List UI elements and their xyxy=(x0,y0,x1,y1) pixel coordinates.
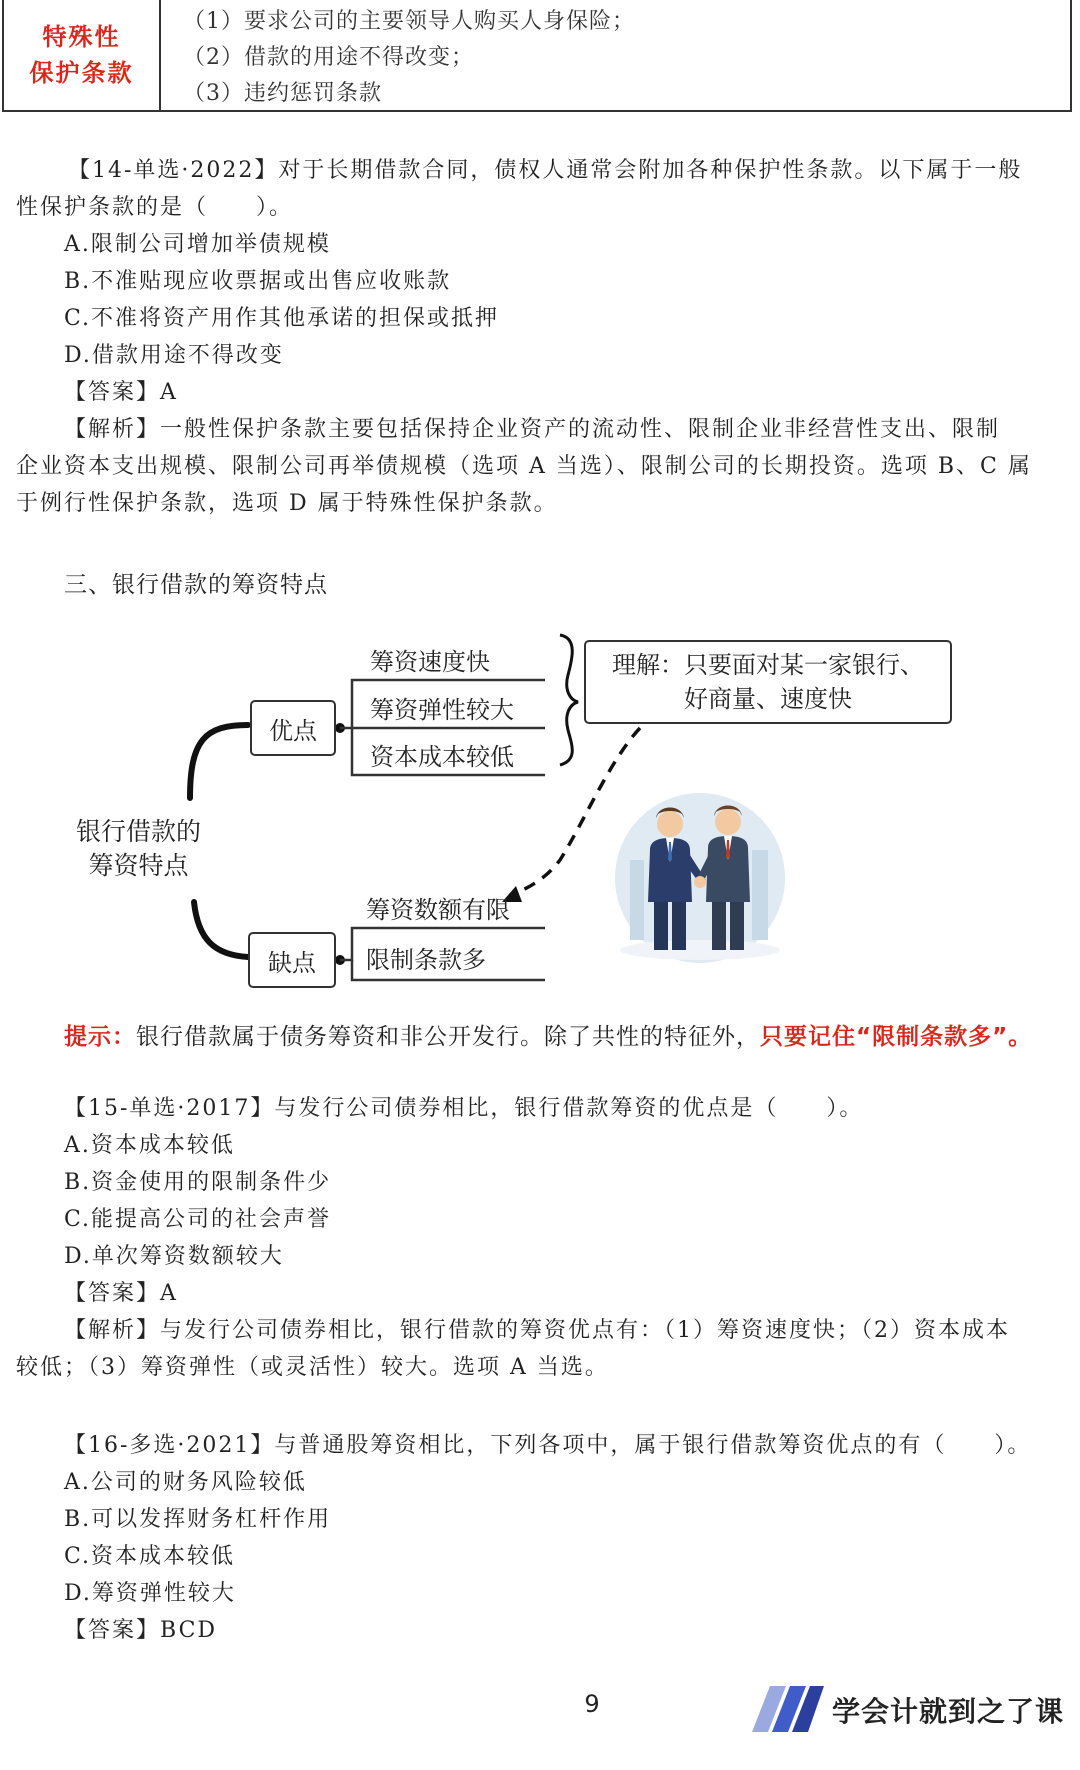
financing-features-diagram xyxy=(0,620,1080,1000)
handshake-illustration xyxy=(610,790,790,965)
q14-analysis-line1: 【解析】一般性保护条款主要包括保持企业资产的流动性、限制企业非经营性支出、限制 xyxy=(64,417,1001,442)
table-item: （2）借款的用途不得改变； xyxy=(183,45,474,70)
disadvantage-item: 限制条款多 xyxy=(366,946,486,974)
advantage-item: 资本成本较低 xyxy=(370,743,514,771)
q15-option-a: A.资本成本较低 xyxy=(64,1133,235,1158)
hint-emphasis: 只要记住“限制条款多”。 xyxy=(760,1024,1033,1050)
q15-option-b: B.资金使用的限制条件少 xyxy=(64,1170,332,1195)
q14-stem-line2: 性保护条款的是（ ）。 xyxy=(16,195,294,220)
q15-analysis-line1: 【解析】与发行公司债券相比，银行借款的筹资优点有：（1）筹资速度快；（2）资本成本 xyxy=(64,1318,1010,1343)
q15-stem: 【15-单选·2017】与发行公司债券相比，银行借款筹资的优点是（ ）。 xyxy=(64,1096,864,1121)
disadvantages-box: 缺点 xyxy=(248,932,336,988)
disadvantage-item: 筹资数额有限 xyxy=(366,896,510,924)
advantage-item: 筹资速度快 xyxy=(370,648,490,676)
hint-body: 银行借款属于债务筹资和非公开发行。除了共性的特征外， xyxy=(136,1024,760,1050)
q15-option-c: C.能提高公司的社会声誉 xyxy=(64,1207,332,1232)
brand-name: 学会计就到之了课 xyxy=(832,1695,1065,1728)
q14-analysis-line3: 于例行性保护条款，选项 D 属于特殊性保护条款。 xyxy=(16,491,558,516)
table-item: （1）要求公司的主要领导人购买人身保险； xyxy=(183,9,635,34)
q16-option-c: C.资本成本较低 xyxy=(64,1544,236,1569)
q15-analysis-line2: 较低；（3）筹资弹性（或灵活性）较大。选项 A 当选。 xyxy=(16,1355,609,1380)
q16-option-b: B.可以发挥财务杠杆作用 xyxy=(64,1507,332,1532)
table-left-line1: 特殊性 xyxy=(42,23,121,51)
diagram-root-line2: 筹资特点 xyxy=(88,851,189,880)
q14-option-c: C.不准将资产用作其他承诺的担保或抵押 xyxy=(64,306,500,331)
q14-analysis-line2: 企业资本支出规模、限制公司再举债规模（选项 A 当选）、限制公司的长期投资。选项 B、C 属 xyxy=(16,454,1032,479)
brand-logo-icon xyxy=(752,1684,824,1734)
q14-stem-line1: 【14-单选·2022】对于长期借款合同，债权人通常会附加各种保护性条款。以下属于一般 xyxy=(68,158,1023,183)
hint-line xyxy=(64,1018,1032,1051)
q16-option-a: A.公司的财务风险较低 xyxy=(64,1470,307,1495)
page-number: 9 xyxy=(584,1690,600,1718)
understanding-note-box xyxy=(584,640,952,724)
diagram-root xyxy=(76,815,201,883)
note-line2: 好商量、速度快 xyxy=(684,685,852,713)
advantage-item: 筹资弹性较大 xyxy=(370,696,514,724)
q14-option-d: D.借款用途不得改变 xyxy=(64,343,284,368)
section-heading: 三、银行借款的筹资特点 xyxy=(64,572,328,598)
note-line1: 理解：只要面对某一家银行、 xyxy=(612,651,924,679)
hint-label: 提示： xyxy=(64,1024,136,1050)
q14-answer: 【答案】A xyxy=(64,380,178,405)
q16-stem: 【16-多选·2021】与普通股筹资相比，下列各项中，属于银行借款筹资优点的有（ ）。 xyxy=(64,1433,1032,1458)
table-left-header xyxy=(4,0,161,110)
table-item: （3）违约惩罚条款 xyxy=(183,81,382,106)
q15-option-d: D.单次筹资数额较大 xyxy=(64,1244,284,1269)
q16-answer: 【答案】BCD xyxy=(64,1618,218,1643)
table-left-line2: 保护条款 xyxy=(29,59,134,87)
q14-option-b: B.不准贴现应收票据或出售应收账款 xyxy=(64,269,452,294)
table-right-list xyxy=(161,0,635,110)
q14-option-a: A.限制公司增加举债规模 xyxy=(64,232,331,257)
special-protection-table xyxy=(2,0,1072,112)
q15-answer: 【答案】A xyxy=(64,1281,178,1306)
q16-option-d: D.筹资弹性较大 xyxy=(64,1581,236,1606)
advantages-box: 优点 xyxy=(250,700,336,756)
diagram-root-line1: 银行借款的 xyxy=(76,817,202,846)
